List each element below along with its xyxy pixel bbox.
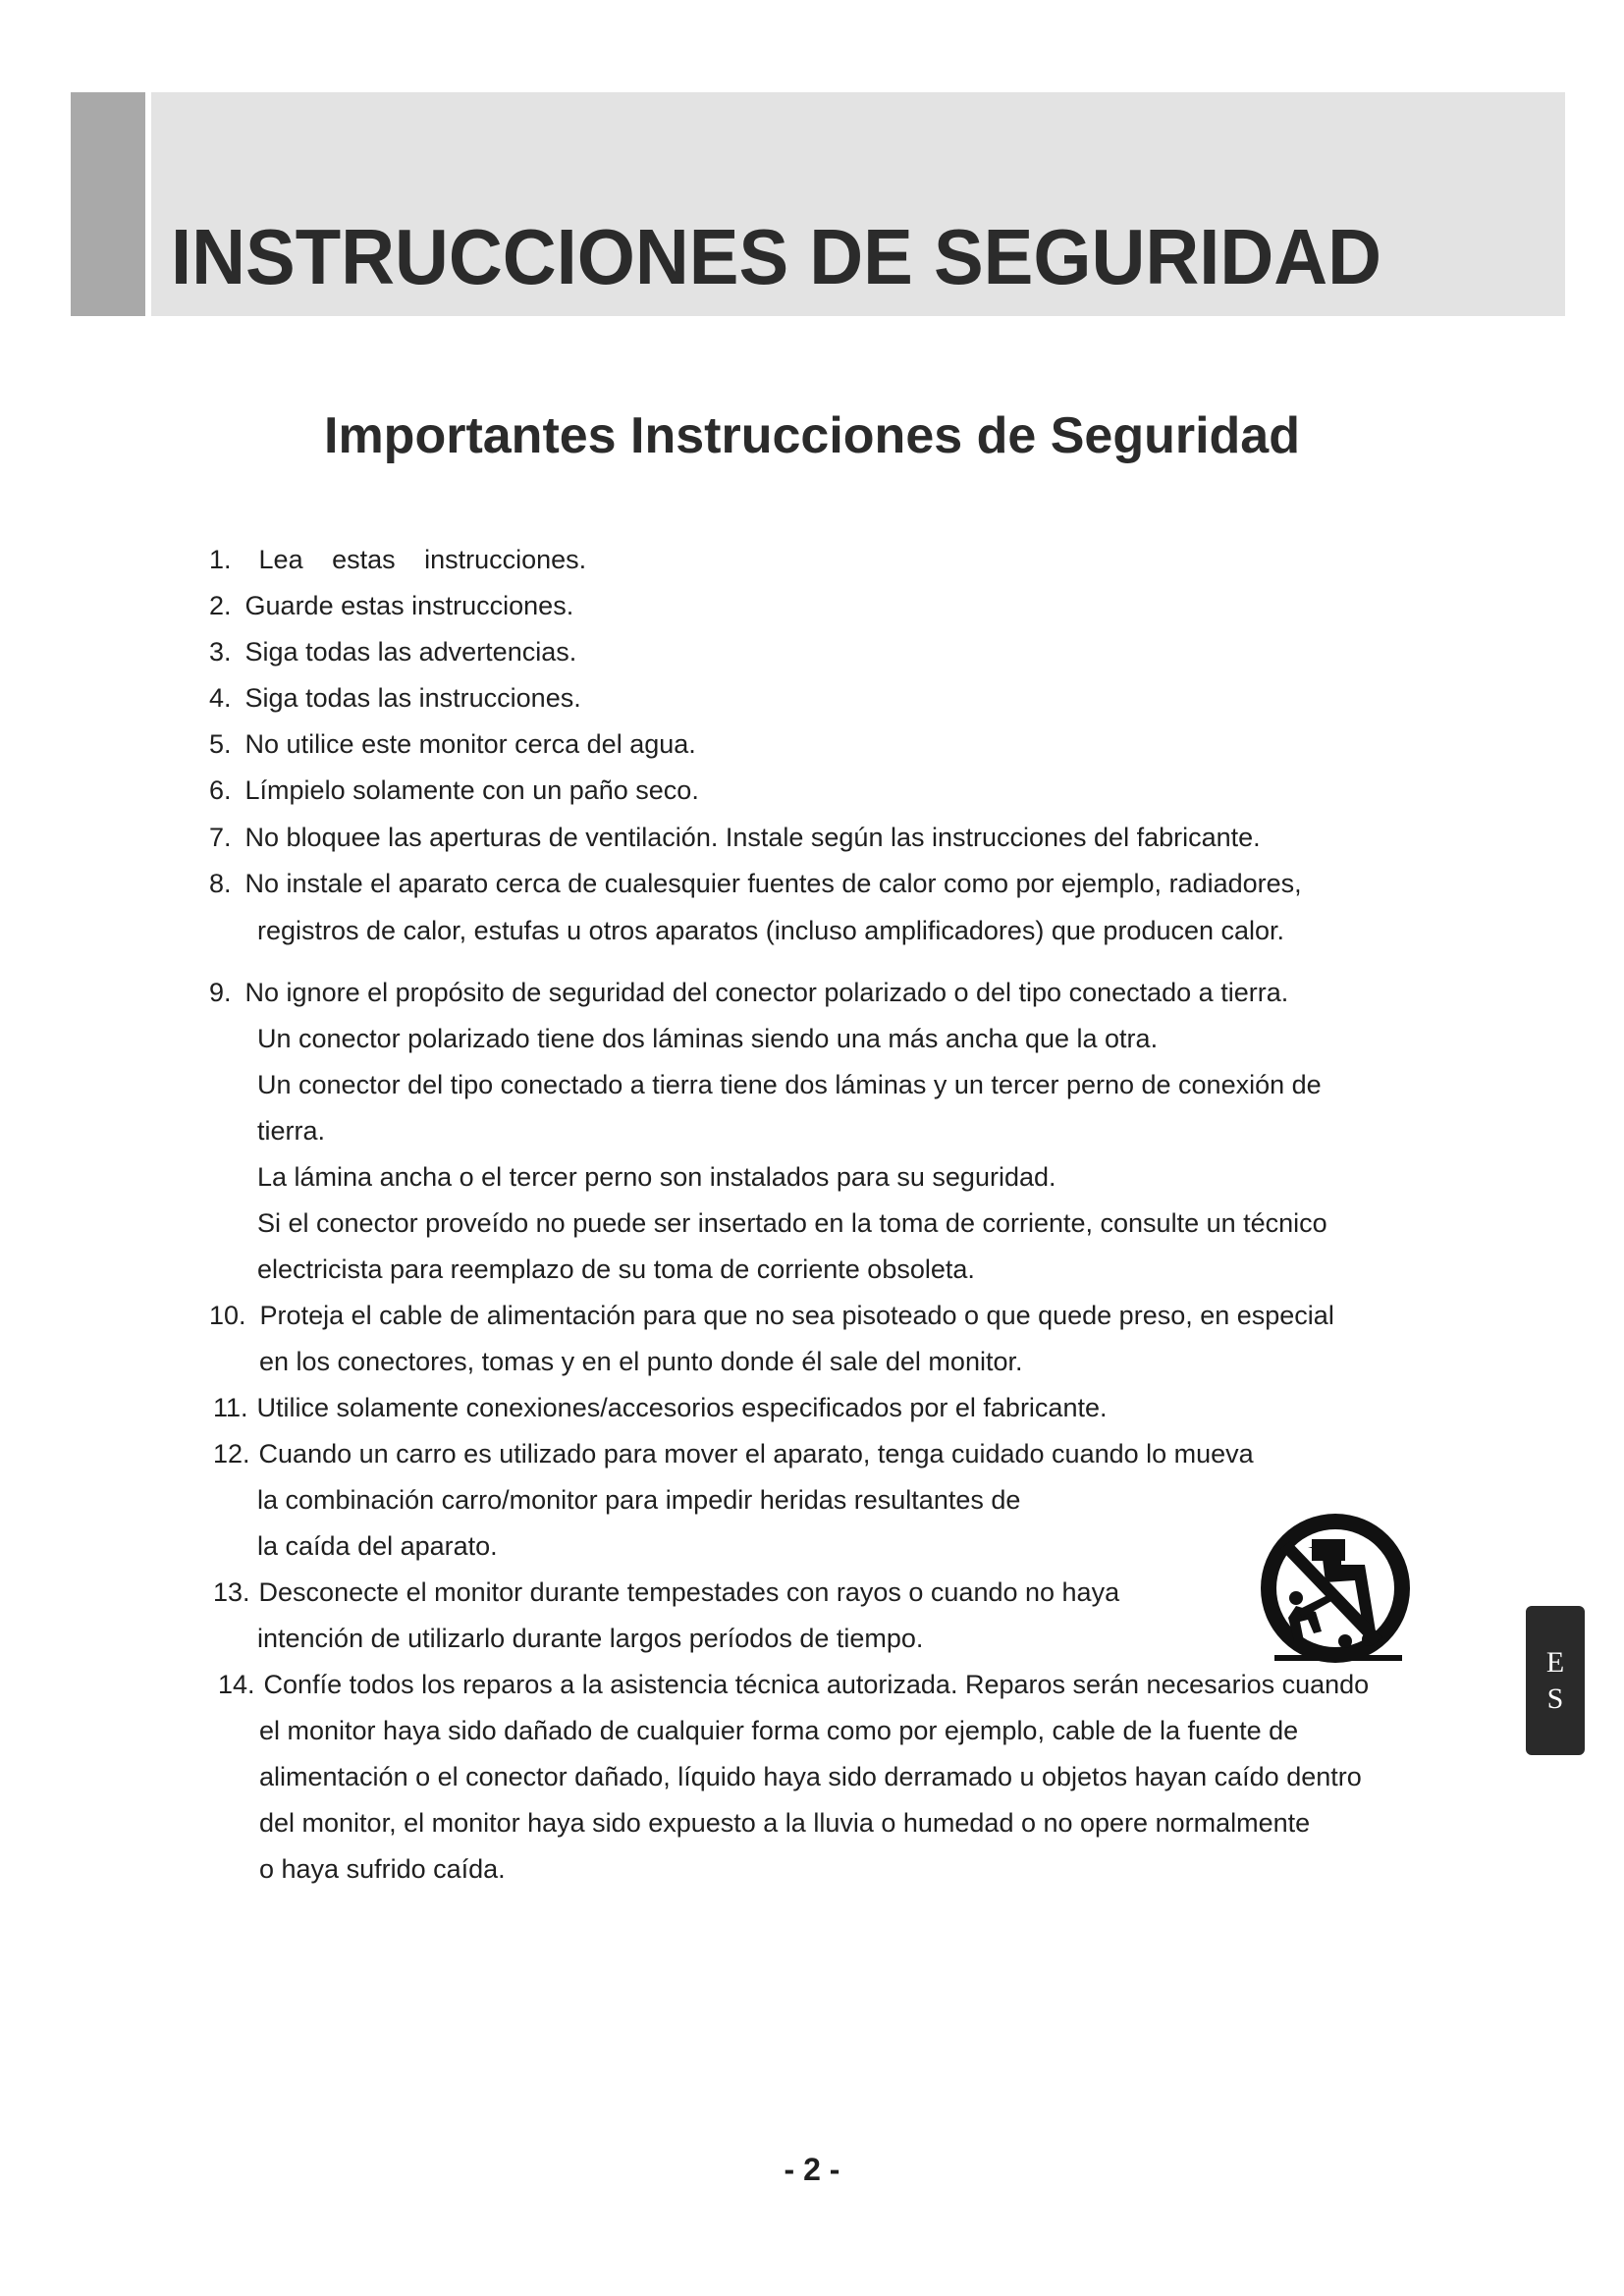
list-item (209, 685, 581, 712)
list-item (213, 1579, 1119, 1606)
item-text: Siga todas las advertencias. (244, 637, 577, 667)
item-number: 1. (209, 545, 232, 574)
item-continuation: electricista para reemplazo de su toma de corriente obsoleta. (257, 1255, 975, 1284)
list-item (209, 777, 699, 804)
item-text: Utilice solamente conexiones/accesorios especificados por el fabricante. (256, 1393, 1108, 1422)
item-text: No instale el aparato cerca de cualesquier fuentes de calor como por ejemplo, radiadores, (244, 869, 1302, 898)
item-number: 3. (209, 637, 232, 667)
item-continuation: registros de calor, estufas u otros aparatos (incluso amplificadores) que producen calor. (257, 916, 1285, 945)
language-letter: E (1545, 1645, 1565, 1679)
item-text: Confíe todos los reparos a la asistencia técnica autorizada. Reparos serán necesarios cuando (263, 1670, 1370, 1699)
item-number: 11. (213, 1393, 248, 1422)
item-number: 14. (218, 1670, 255, 1699)
item-continuation: o haya sufrido caída. (259, 1854, 506, 1884)
item-continuation: La lámina ancha o el tercer perno son instalados para su seguridad. (257, 1162, 1056, 1192)
item-number: 4. (209, 683, 232, 713)
item-number: 12. (213, 1439, 250, 1468)
no-cart-tip-over-icon (1239, 1512, 1432, 1669)
item-continuation: Si el conector proveído no puede ser insertado en la toma de corriente, consulte un técnico (257, 1208, 1327, 1238)
section-title: Importantes Instrucciones de Seguridad (324, 407, 1300, 464)
language-letter: S (1546, 1682, 1564, 1715)
item-text: Cuando un carro es utilizado para mover el aparato, tenga cuidado cuando lo mueva (258, 1439, 1254, 1468)
list-item (209, 980, 1288, 1006)
language-tab (1526, 1606, 1585, 1755)
list-item (209, 825, 1261, 851)
list-item (218, 1672, 1369, 1698)
item-continuation: Un conector polarizado tiene dos láminas siendo una más ancha que la otra. (257, 1024, 1159, 1053)
page-number: - 2 - (784, 2152, 840, 2187)
list-item (213, 1441, 1254, 1468)
item-continuation: la caída del aparato. (257, 1531, 498, 1561)
item-number: 13. (213, 1577, 250, 1607)
list-item (209, 871, 1302, 897)
item-text: Siga todas las instrucciones. (244, 683, 581, 713)
item-continuation: intención de utilizarlo durante largos períodos de tiempo. (257, 1624, 924, 1653)
item-text: No bloquee las aperturas de ventilación. Instale según las instrucciones del fabricante. (244, 823, 1261, 852)
item-number: 6. (209, 775, 232, 805)
list-item (209, 731, 696, 758)
item-number: 5. (209, 729, 232, 759)
list-item (209, 1303, 1334, 1329)
page-title: INSTRUCCIONES DE SEGURIDAD (171, 213, 1381, 300)
list-item (209, 639, 576, 666)
item-continuation: la combinación carro/monitor para impedir heridas resultantes de (257, 1485, 1021, 1515)
item-continuation: el monitor haya sido dañado de cualquier forma como por ejemplo, cable de la fuente de (259, 1716, 1299, 1745)
item-text: Lea estas instrucciones. (258, 545, 587, 574)
list-item (209, 547, 586, 573)
item-number: 10. (209, 1301, 246, 1330)
item-continuation: alimentación o el conector dañado, líquido haya sido derramado u objetos hayan caído dentro (259, 1762, 1362, 1791)
item-number: 2. (209, 591, 232, 620)
item-number: 9. (209, 978, 232, 1007)
item-text: Proteja el cable de alimentación para que no sea pisoteado o que quede preso, en especial (259, 1301, 1334, 1330)
item-text: Guarde estas instrucciones. (244, 591, 574, 620)
item-continuation: tierra. (257, 1116, 326, 1146)
item-continuation: en los conectores, tomas y en el punto donde él sale del monitor. (259, 1347, 1023, 1376)
item-text: Límpielo solamente con un paño seco. (244, 775, 699, 805)
item-continuation: Un conector del tipo conectado a tierra tiene dos láminas y un tercer perno de conexión de (257, 1070, 1322, 1099)
list-item (209, 593, 573, 619)
item-continuation: del monitor, el monitor haya sido expuesto a la lluvia o humedad o no opere normalmente (259, 1808, 1311, 1838)
item-text: Desconecte el monitor durante tempestades con rayos o cuando no haya (258, 1577, 1120, 1607)
item-number: 8. (209, 869, 232, 898)
item-number: 7. (209, 823, 232, 852)
list-item (213, 1395, 1107, 1421)
item-text: No utilice este monitor cerca del agua. (244, 729, 696, 759)
item-text: No ignore el propósito de seguridad del conector polarizado o del tipo conectado a tierra. (244, 978, 1289, 1007)
